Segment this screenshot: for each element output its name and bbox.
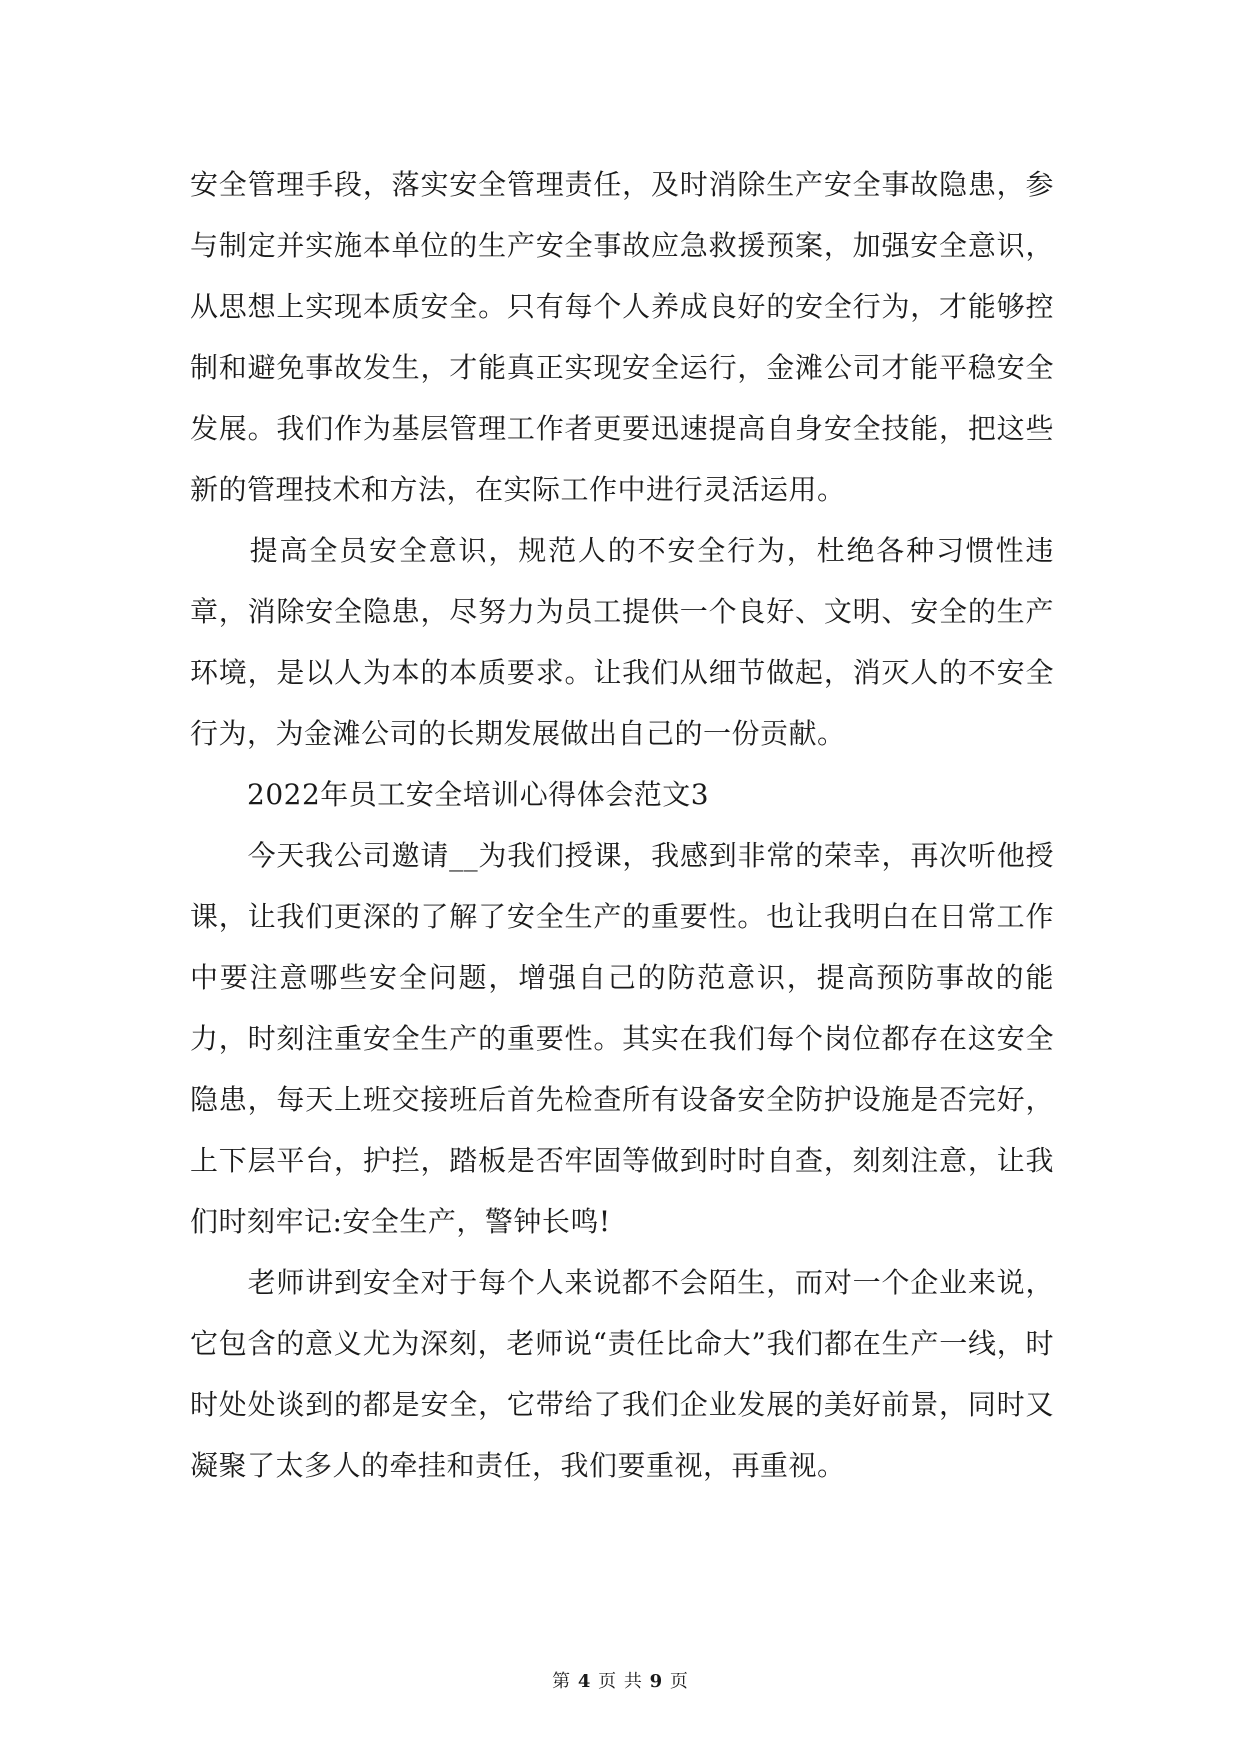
footer-suffix: 页: [669, 1671, 689, 1692]
section-heading: 2022年员工安全培训心得体会范文3: [190, 778, 710, 811]
page-footer: [0, 1670, 1241, 1694]
total-page-number: 9: [649, 1671, 664, 1692]
footer-prefix: 第: [552, 1671, 572, 1692]
paragraph-2: 提高全员安全意识，规范人的不安全行为，杜绝各种习惯性违章，消除安全隐患，尽努力为员工提供一个良好、文明、安全的生产环境，是以人为本的本质要求。让我们从细节做起，消灭人的不安全行为，为金滩公司的长期发展做出自己的一份贡献。: [190, 534, 1054, 750]
paragraph-4: 老师讲到安全对于每个人来说都不会陌生，而对一个企业来说，它包含的意义尤为深刻，老师说“责任比命大”我们都在生产一线，时时处处谈到的都是安全，它带给了我们企业发展的美好前景，同时又凝聚了太多人的牵挂和责任，我们要重视，再重视。: [190, 1266, 1054, 1482]
paragraph-3: 今天我公司邀请__为我们授课，我感到非常的荣幸，再次听他授课，让我们更深的了解了安全生产的重要性。也让我明白在日常工作中要注意哪些安全问题，增强自己的防范意识，提高预防事故的能力，时刻注重安全生产的重要性。其实在我们每个岗位都存在这安全隐患，每天上班交接班后首先检查所有设备安全防护设施是否完好，上下层平台，护拦，踏板是否牢固等做到时时自查，刻刻注意，让我们时刻牢记:安全生产，警钟长鸣!: [190, 839, 1054, 1238]
current-page-number: 4: [577, 1671, 592, 1692]
footer-middle: 页 共: [598, 1671, 643, 1692]
paragraph-1: 安全管理手段，落实安全管理责任，及时消除生产安全事故隐患，参与制定并实施本单位的生产安全事故应急救援预案，加强安全意识，从思想上实现本质安全。只有每个人养成良好的安全行为，才能够控制和避免事故发生，才能真正实现安全运行，金滩公司才能平稳安全发展。我们作为基层管理工作者更要迅速提高自身安全技能，把这些新的管理技术和方法，在实际工作中进行灵活运用。: [190, 168, 1054, 506]
document-body: [190, 154, 1054, 1496]
